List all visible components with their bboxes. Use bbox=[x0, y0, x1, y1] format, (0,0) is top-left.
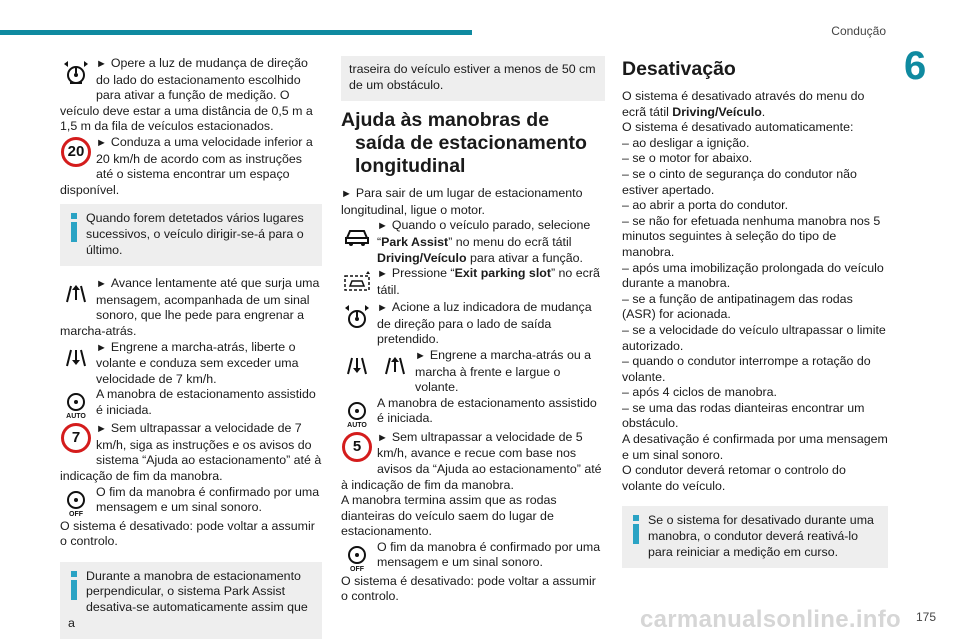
info-icon bbox=[68, 213, 80, 243]
info-icon bbox=[68, 571, 80, 601]
speed-limit-icon: 20 bbox=[61, 137, 91, 167]
info-box-3: Se o sistema for desativado durante uma manobra, o condutor deverá reativá-lo para reiniciar a medição em curso. bbox=[622, 506, 888, 568]
off-steering-icon bbox=[60, 486, 92, 518]
auto-steering-icon bbox=[341, 397, 373, 429]
header-accent-bar bbox=[0, 30, 472, 35]
speed-limit-icon: 5 bbox=[342, 432, 372, 462]
svg-text:OFF: OFF bbox=[69, 510, 83, 517]
paragraph: O sistema é desativado: pode voltar a assumir o controlo. bbox=[341, 573, 596, 604]
step-auto-start: AUTO A manobra de estacionamento assistido é iniciada. bbox=[341, 396, 605, 430]
step-speed-5: 5 ► Sem ultrapassar a velocidade de 5 km/h, avance e recue com base nos avisos da “Ajuda ao estacionamento” até à indicação de fim da manobra. bbox=[341, 429, 602, 492]
forward-arrow-icon bbox=[379, 349, 411, 381]
paragraph: O sistema é desativado automaticamente: bbox=[622, 120, 854, 135]
section-heading: Desativação bbox=[622, 58, 736, 80]
exit-parking-icon bbox=[341, 267, 373, 299]
step-reverse: ► Engrene a marcha-atrás, liberte o volante e conduza sem exceder uma velocidade de 7 km/h. bbox=[60, 340, 322, 388]
list-item: – após uma imobilização prolongada do veículo durante a manobra. bbox=[622, 260, 884, 291]
list-item: – se uma das rodas dianteiras encontrar um obstáculo. bbox=[622, 400, 865, 431]
step-auto-start: AUTO A manobra de estacionamento assistido é iniciada. bbox=[60, 387, 322, 421]
column-2 bbox=[341, 56, 605, 605]
off-steering-icon bbox=[341, 541, 373, 573]
svg-text:AUTO: AUTO bbox=[66, 413, 86, 420]
paragraph: ► Para sair de um lugar de estacionamento longitudinal, ligue o motor. bbox=[341, 186, 583, 217]
step-speed-7: 7 ► Sem ultrapassar a velocidade de 7 km/h, siga as instruções e os avisos do sistema “Ajuda ao estacionamento” até à indicação de fim da manobra. bbox=[60, 421, 322, 484]
paragraph: O condutor deverá retomar o controlo do volante do veículo. bbox=[622, 463, 846, 493]
list-item: – se a velocidade do veículo ultrapassar o limite autorizado. bbox=[622, 322, 886, 353]
deactivation-list bbox=[622, 136, 888, 432]
info-icon bbox=[630, 515, 642, 545]
paragraph: O sistema é desativado através do menu do ecrã tátil Driving/Veículo. bbox=[622, 89, 865, 119]
info-box-2: Durante a manobra de estacionamento perpendicular, o sistema Park Assist desativa-se automaticamente assim que a bbox=[60, 562, 322, 639]
turn-signal-steering-icon bbox=[341, 301, 373, 333]
reverse-arrow-icon bbox=[341, 349, 373, 381]
paragraph: O sistema é desativado: pode voltar a assumir o controlo. bbox=[60, 518, 315, 549]
info-box-continued: traseira do veículo estiver a menos de 50 cm de um obstáculo. bbox=[341, 56, 605, 101]
list-item: – se não for efetuada nenhuma manobra nos 5 minutos seguintes à seleção do tipo de manobra. bbox=[622, 213, 881, 259]
step-advance: ► Avance lentamente até que surja uma mensagem, acompanhada de um sinal sonoro, que lhe pede para engrenar a marcha-atrás. bbox=[60, 276, 320, 338]
info-box-1: Quando forem detetados vários lugares sucessivos, o veículo dirigir-se-á para o último. bbox=[60, 204, 322, 266]
column-1 bbox=[60, 56, 322, 640]
reverse-arrow-icon bbox=[60, 341, 92, 373]
forward-arrow-icon bbox=[60, 277, 92, 309]
turn-signal-steering-icon bbox=[60, 57, 92, 89]
chapter-number: 6 bbox=[904, 44, 927, 88]
step-gear: ► Engrene a marcha-atrás ou a marcha à frente e largue o volante. bbox=[341, 348, 605, 396]
step-select-park-assist: ► Quando o veículo parado, selecione “Park Assist” no menu do ecrã tátil Driving/Veículo para ativar a função. bbox=[341, 218, 605, 266]
list-item: – após 4 ciclos de manobra. bbox=[622, 385, 777, 400]
list-item: – quando o condutor interrompe a rotação do volante. bbox=[622, 354, 871, 384]
paragraph: A desativação é confirmada por uma mensagem e um sinal sonoro. bbox=[622, 432, 888, 462]
step-end: OFF O fim da manobra é confirmado por uma mensagem e um sinal sonoro. bbox=[341, 540, 605, 574]
paragraph: A manobra termina assim que as rodas dianteiras do veículo saem do lugar de estacionamento. bbox=[341, 493, 557, 539]
list-item: – se o cinto de segurança do condutor não estiver apertado. bbox=[622, 166, 857, 197]
svg-text:AUTO: AUTO bbox=[347, 421, 367, 428]
svg-text:OFF: OFF bbox=[350, 565, 364, 572]
page-header-title: Condução bbox=[831, 24, 886, 38]
column-3 bbox=[622, 56, 888, 576]
speed-limit-icon: 7 bbox=[61, 423, 91, 453]
watermark: carmanualsonline.info bbox=[640, 606, 902, 633]
list-item: – ao desligar a ignição. bbox=[622, 135, 750, 150]
section-heading: Ajuda às manobras de saída de estacionamento longitudinal bbox=[341, 109, 587, 178]
step-end: OFF O fim da manobra é confirmado por uma mensagem e um sinal sonoro. bbox=[60, 485, 322, 519]
car-icon bbox=[341, 219, 373, 251]
auto-steering-icon bbox=[60, 388, 92, 420]
page-number: 175 bbox=[915, 610, 936, 625]
list-item: – se a função de antipatinagem das rodas (ASR) for acionada. bbox=[622, 291, 853, 322]
step-speed-20: 20 ► Conduza a uma velocidade inferior a 20 km/h de acordo com as instruções até o sistema encontrar um espaço disponível. bbox=[60, 134, 313, 197]
step-indicator: ► Acione a luz indicadora de mudança de direção para o lado de saída pretendido. bbox=[341, 300, 605, 348]
list-item: – ao abrir a porta do condutor. bbox=[622, 198, 789, 213]
step-indicator-light: ► Opere a luz de mudança de direção do lado do estacionamento escolhido para ativar a função de medição. O veículo deve estar a uma distância de 0,5 m a 1,5 m da fila de veículos estacionados. bbox=[60, 56, 313, 134]
step-exit-parking-slot: ► Pressione “Exit parking slot” no ecrã tátil. bbox=[341, 266, 605, 300]
list-item: – se o motor for abaixo. bbox=[622, 151, 753, 166]
